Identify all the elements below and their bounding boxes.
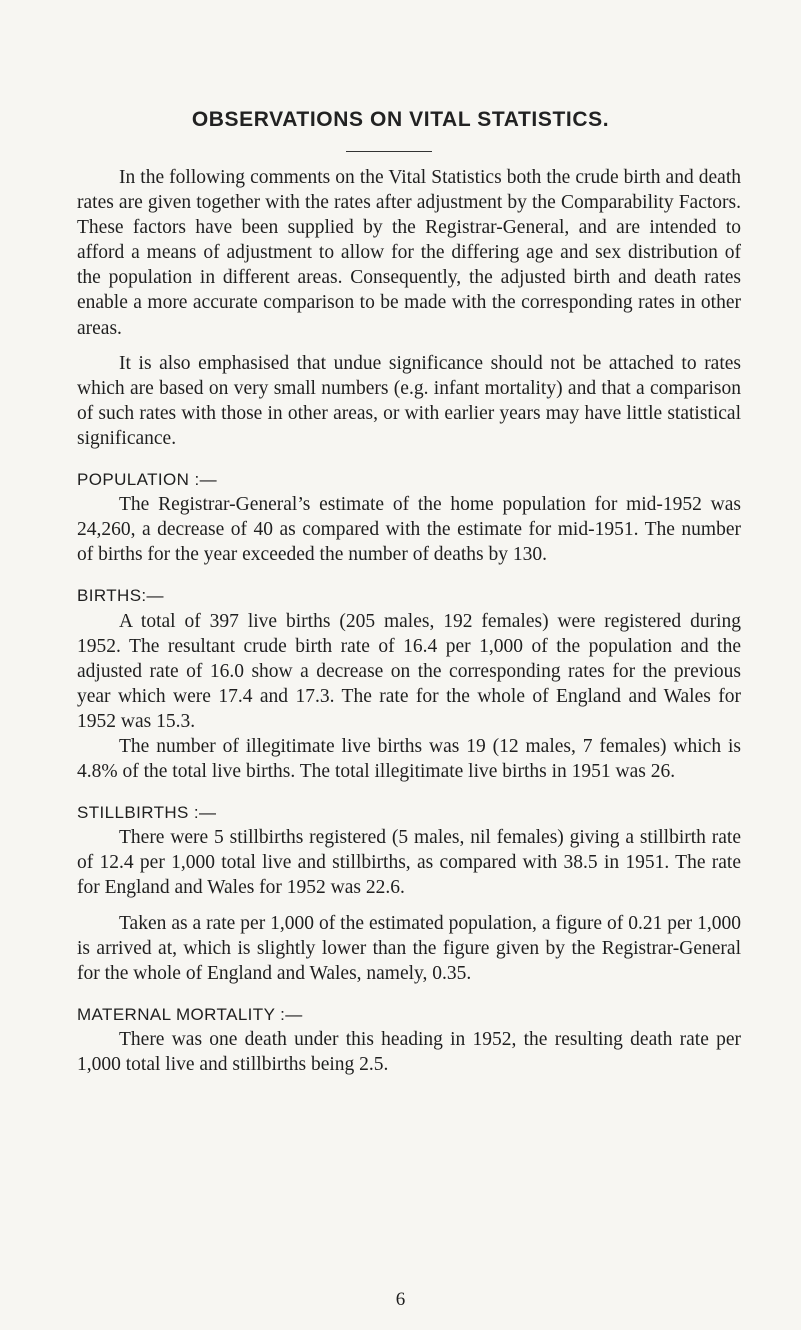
maternal-mortality-paragraph: There was one death under this heading in 1952, the resulting death rate per 1,000 total live and stillbirths being 2.5.	[77, 1028, 741, 1075]
stillbirths-paragraph-1: There were 5 stillbirths registered (5 males, nil females) giving a stillbirth rate of 12.4 per 1,000 total live and stillbirths, as compared with 38.5 in 1951. The rate for England and Wales for 1952 was 22.6.	[77, 827, 741, 899]
title-divider	[346, 151, 432, 152]
intro-paragraph-1: In the following comments on the Vital Statistics both the crude birth and death rates are given together with the rates after adjustment by the Comparability Factors. These factors have been supplied by the Registrar-General, and are intended to afford a means of adjustment to allow for the differing age and sex distribution of the population in different areas. Consequently, the adjusted birth and death rates enable a more accurate comparison to be made with the corresponding rates in other areas.	[77, 167, 741, 339]
intro-paragraph-2: It is also emphasised that undue significance should not be attached to rates which are based on very small numbers (e.g. infant mortality) and that a comparison of such rates with those in other areas, or with earlier years may have little statistical significance.	[77, 352, 741, 449]
page-number: 6	[395, 1289, 406, 1310]
births-paragraph-1: A total of 397 live births (205 males, 192 females) were registered during 1952. The resultant crude birth rate of 16.4 per 1,000 of the population and the adjusted rate of 16.0 show a decrease on the corresponding rates for the previous year which were 17.4 and 17.3. The rate for the whole of England and Wales for 1952 was 15.3.	[77, 610, 741, 732]
births-heading: BIRTHS:—	[77, 586, 164, 606]
document-body	[77, 165, 741, 1077]
stillbirths-paragraph-2: Taken as a rate per 1,000 of the estimated population, a figure of 0.21 per 1,000 is arrived at, which is slightly lower than the figure given by the Registrar-General for the whole of England and Wales, namely, 0.35.	[77, 912, 741, 984]
population-paragraph: The Registrar-General’s estimate of the home population for mid-1952 was 24,260, a decrease of 40 as compared with the estimate for mid-1951. The number of births for the year exceeded the number of deaths by 130.	[77, 494, 741, 566]
page-title: OBSERVATIONS ON VITAL STATISTICS.	[191, 108, 610, 131]
births-paragraph-2: The number of illegitimate live births was 19 (12 males, 7 females) which is 4.8% of the total live births. The total illegitimate live births in 1951 was 26.	[77, 735, 741, 783]
stillbirths-heading: STILLBIRTHS :—	[77, 803, 217, 823]
population-heading: POPULATION :—	[77, 470, 217, 490]
maternal-mortality-heading: MATERNAL MORTALITY :—	[77, 1004, 303, 1024]
